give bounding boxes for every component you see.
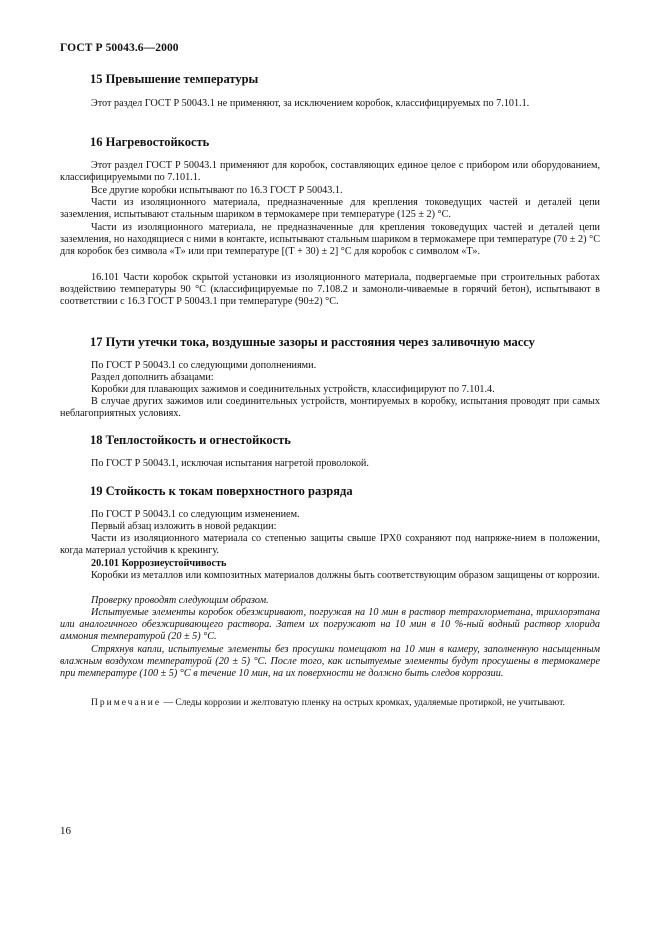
section-19-title: 19 Стойкость к токам поверхностного разряда — [90, 484, 353, 498]
page-number: 16 — [60, 825, 71, 837]
note-text: — Следы коррозии и желтоватую пленку на острых кромках, удаляемые протиркой, не учитывают. — [161, 698, 565, 708]
section-18-paragraph: По ГОСТ Р 50043.1, исключая испытания нагретой проволокой. — [91, 458, 369, 469]
section-16-paragraph-3: Части из изоляционного материала, предназначенные для крепления токоведущих частей и деталей цепи заземления, испытывают стальным шариком в термокамере при температуре (125 ± 2) °С. — [60, 197, 600, 221]
section-17-paragraph-4: В случае других зажимов или соединительных устройств, монтируемых в коробку, испытания проводят при самых неблагоприятных условиях. — [60, 396, 600, 420]
section-19-paragraph-1: По ГОСТ Р 50043.1 со следующим изменением. — [91, 509, 300, 520]
note — [60, 697, 600, 709]
document-header: ГОСТ Р 50043.6—2000 — [60, 42, 179, 54]
section-17-paragraph-3: Коробки для плавающих зажимов и соединительных устройств, классифицируют по 7.101.4. — [91, 384, 495, 395]
section-17-paragraph-2: Раздел дополнить абзацами: — [91, 372, 214, 383]
section-15-title: 15 Превышение температуры — [90, 72, 259, 86]
section-20-paragraph-2: Проверку проводят следующим образом. — [91, 595, 269, 606]
section-16-paragraph-2: Все другие коробки испытывают по 16.3 ГОСТ Р 50043.1. — [91, 185, 343, 196]
section-16-paragraph-4: Части из изоляционного материала, не предназначенные для крепления токоведущих частей и деталей цепи заземления, но находящиеся с ними в контакте, испытывают стальным шариком в термокамере при температуре (70 ± 2) °С для коробок без символа «Т» или при температуре [(Т + 30) ± 2] °С для коробок с символом «Т». — [60, 222, 600, 258]
section-20-101-title: 20.101 Коррозиеустойчивость — [91, 558, 227, 569]
section-15-paragraph: Этот раздел ГОСТ Р 50043.1 не применяют, за исключением коробок, классифицируемых по 7.101.1. — [91, 98, 530, 109]
section-17-title: 17 Пути утечки тока, воздушные зазоры и расстояния через заливочную массу — [90, 335, 535, 349]
section-16-title: 16 Нагревостойкость — [90, 135, 210, 149]
section-19-paragraph-3: Части из изоляционного материала со степенью защиты свыше IPX0 сохраняют под напряже-нием в положении, когда материал устойчив к крекингу. — [60, 533, 600, 557]
section-20-paragraph-1: Коробки из металлов или композитных материалов должны быть соответствующим образом защищены от коррозии. — [91, 570, 600, 581]
section-19-paragraph-2: Первый абзац изложить в новой редакции: — [91, 521, 277, 532]
note-label: Примечание — [91, 698, 162, 708]
section-18-title: 18 Теплостойкость и огнестойкость — [90, 433, 291, 447]
section-16-paragraph-1: Этот раздел ГОСТ Р 50043.1 применяют для коробок, составляющих единое целое с прибором или оборудованием, классифицируемыми по 7.101.1. — [60, 160, 600, 184]
section-20-paragraph-4: Стряхнув капли, испытуемые элементы без просушки помещают на 10 мин в камеру, заполненную насыщенным влажным воздухом температурой (20 ± 5) °С. После того, как испытуемые элементы будут просушены в термокамере при температуре (100 ± 5) °С в течение 10 мин, на их поверхности не должно быть следов коррозии. — [60, 644, 600, 680]
section-20-paragraph-3: Испытуемые элементы коробок обезжиривают, погружая на 10 мин в раствор тетрахлорметана, трихлорэтана или аналогичного обезжиривающего раствора. Затем их погружают на 10 мин в 10 %-ный водный раствор хлорида аммония температурой (20 ± 5) °С. — [60, 607, 600, 643]
section-16-paragraph-5: 16.101 Части коробок скрытой установки из изоляционного материала, подвергаемые при строительных работах воздействию температуры 90 °С (классифицируемые по 7.108.2 и замоноли-чиваемые в горячий бетон), испытывают в соответствии с 16.3 ГОСТ Р 50043.1 при температуре (90±2) °С. — [60, 272, 600, 308]
section-17-paragraph-1: По ГОСТ Р 50043.1 со следующими дополнениями. — [91, 360, 317, 371]
